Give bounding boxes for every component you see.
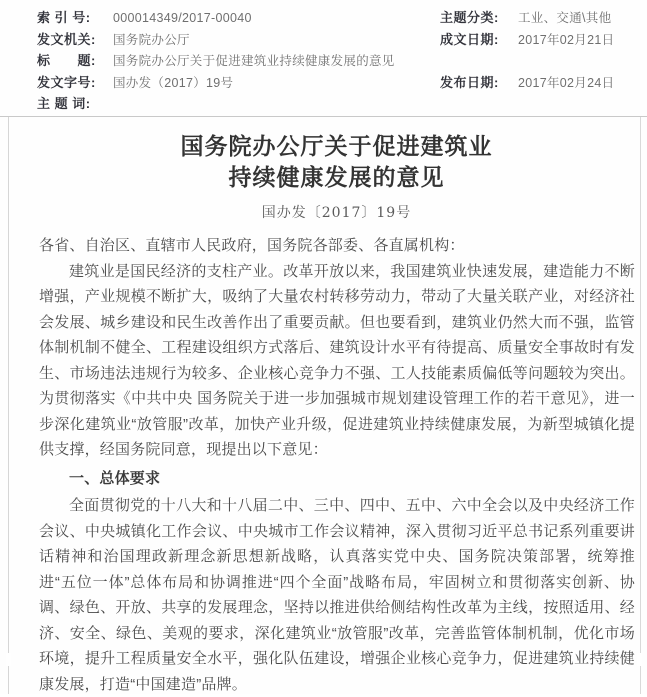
title-label: 标 题:: [37, 53, 96, 68]
subject-words-value: [107, 97, 113, 111]
section-heading-1: 一、总体要求: [69, 469, 161, 487]
meta-row-written-date: [440, 29, 647, 51]
title-line-1: 国务院办公厅关于促进建筑业: [180, 134, 493, 159]
salutation-line: 各省、自治区、直辖市人民政府，国务院各部委、各直属机构：: [39, 237, 465, 254]
meta-row-index-number: [37, 7, 440, 29]
title-line-2: 持续健康发展的意见: [228, 165, 445, 190]
meta-row-subject-words: [37, 93, 440, 115]
meta-row-topic-category: [440, 7, 647, 29]
meta-row-publish-date: [440, 72, 647, 94]
body-paragraph-1: 建筑业是国民经济的支柱产业。改革开放以来，我国建筑业快速发展，建造能力不断增强，产业规模不断扩大，吸纳了大量农村转移劳动力，带动了大量关联产业，对经济社会发展、城乡建设和民生改善作出了重要贡献。但也要看到，建筑业仍然大而不强，监管体制机制不健全、工程建设组织方式落后、建筑设计水平有待提高、质量安全事故时有发生、市场违法违规行为较多、企业核心竞争力不强、工人技能素质偏低等问题较为突出。为贯彻落实《中共中央 国务院关于进一步加强城市规划建设管理工作的若干意见》，进一步深化建筑业“放管服”改革，加快产业升级，促进建筑业持续健康发展，为新型城镇化提供支撑，经国务院同意，现提出以下意见：: [39, 262, 635, 458]
meta-row-title: [37, 50, 440, 72]
doc-metadata: [0, 0, 647, 116]
doc-text: [39, 233, 635, 697]
publish-date-label: 发布日期:: [440, 74, 499, 90]
metadata-left-column: [37, 7, 440, 116]
title-value: 国务院办公厅关于促进建筑业持续健康发展的意见: [113, 54, 395, 68]
meta-row-spacer: [440, 50, 647, 72]
metadata-right-column: [440, 7, 647, 116]
meta-row-doc-number: [37, 72, 440, 94]
doc-number-subtitle: 国办发〔2017〕19号: [261, 205, 412, 221]
issuing-agency-value: 国务院办公厅: [113, 32, 190, 47]
doc-number-label: 发文字号:: [37, 74, 96, 90]
index-number-value: 000014349/2017-00040: [113, 11, 252, 25]
issuing-agency-label: 发文机关:: [37, 31, 96, 47]
meta-row-issuing-agency: [37, 29, 440, 51]
doc-body-panel: [8, 117, 641, 694]
publish-date-value: 2017年02月24日: [518, 75, 615, 90]
doc-number-value: 国办发（2017）19号: [113, 75, 234, 90]
index-number-label: 索 引 号:: [37, 10, 91, 25]
subject-words-label: 主 题 词:: [37, 96, 91, 111]
page-title: [39, 131, 634, 193]
written-date-label: 成文日期:: [440, 31, 499, 47]
topic-category-value: 工业、交通\其他: [518, 11, 612, 25]
body-paragraph-2: 全面贯彻党的十八大和十八届二中、三中、四中、五中、六中全会以及中央经济工作会议、中央城镇化工作会议、中央城市工作会议精神，深入贯彻习近平总书记系列重要讲话精神和治国理政新理念新思想新战略，认真落实党中央、国务院决策部署，统筹推进“五位一体”总体布局和协调推进“四个全面”战略布局，牢固树立和贯彻落实创新、协调、绿色、开放、共享的发展理念，坚持以推进供给侧结构性改革为主线，按照适用、经济、安全、绿色、美观的要求，深化建筑业“放管服”改革，完善监管体制机制，优化市场环境，提升工程质量安全水平，强化队伍建设，增强企业核心竞争力，促进建筑业持续健康发展，打造“中国建造”品牌。: [39, 497, 635, 693]
topic-category-label: 主题分类:: [440, 10, 499, 25]
written-date-value: 2017年02月21日: [518, 32, 615, 47]
border-seam-right: [637, 653, 642, 666]
border-seam-left: [6, 653, 11, 666]
